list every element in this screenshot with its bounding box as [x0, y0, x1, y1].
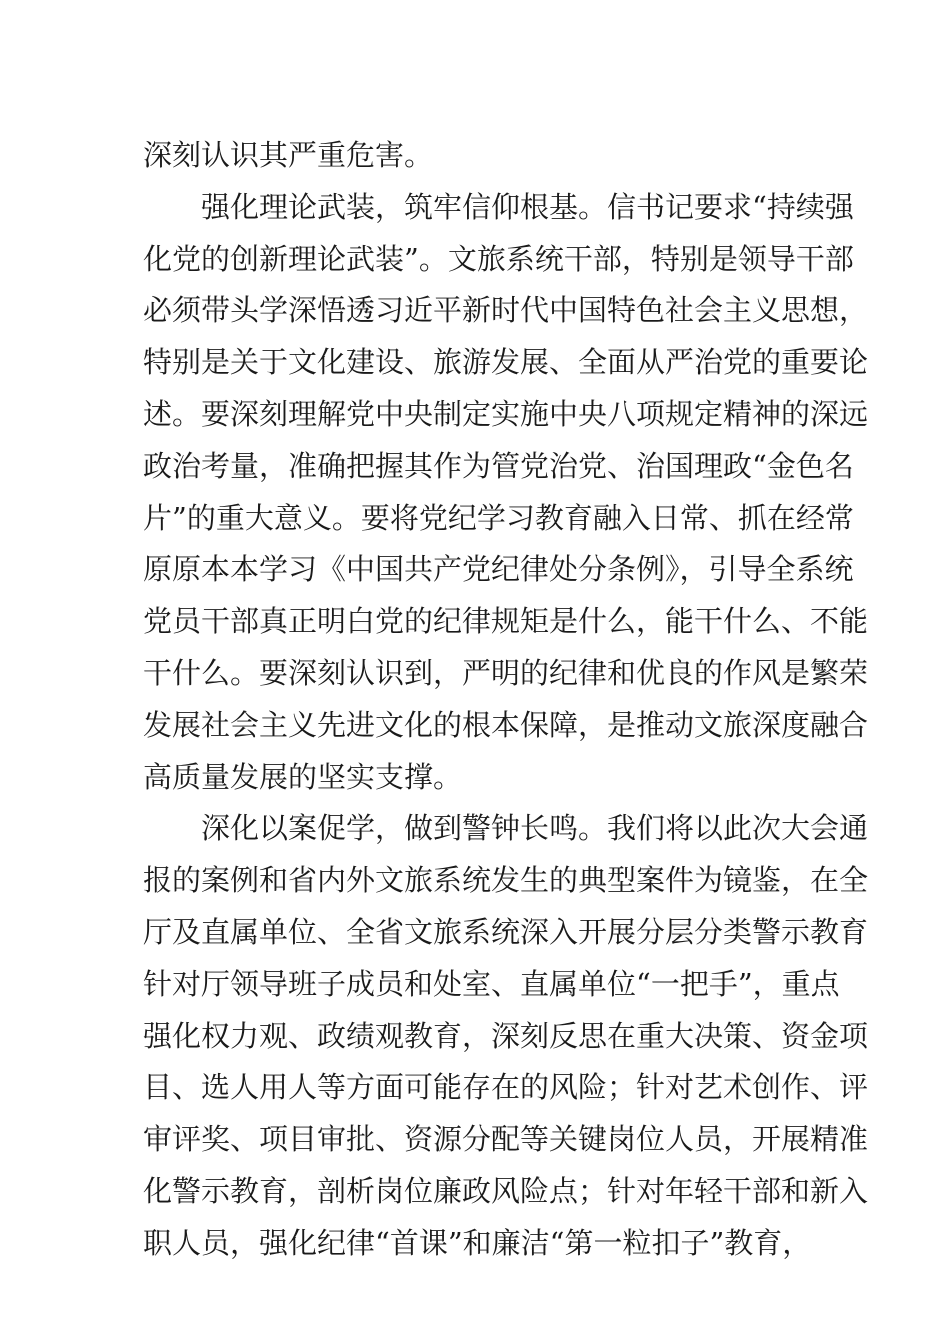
text-line: 述。要深刻理解党中央制定实施中央八项规定精神的深远	[143, 396, 869, 431]
text-line: 特别是关于文化建设、旅游发展、全面从严治党的重要论	[143, 345, 869, 380]
text-line: 化警示教育，剖析岗位廉政风险点；针对年轻干部和新入	[143, 1173, 869, 1208]
paragraph-3	[143, 803, 869, 1269]
text-line: 报的案例和省内外文旅系统发生的典型案件为镜鉴，在全	[143, 863, 869, 898]
text-line: 强化理论武装，筑牢信仰根基。信书记要求“持续强	[201, 189, 854, 224]
text-line: 发展社会主义先进文化的根本保障，是推动文旅深度融合	[143, 707, 869, 742]
text-line: 必须带头学深悟透习近平新时代中国特色社会主义思想，	[143, 293, 869, 328]
text-line: 干什么。要深刻认识到，严明的纪律和优良的作风是繁荣	[143, 655, 869, 690]
text-line: 高质量发展的坚实支撑。	[143, 759, 463, 794]
text-line: 厅及直属单位、全省文旅系统深入开展分层分类警示教育	[143, 914, 869, 949]
text-line: 针对厅领导班子成员和处室、直属单位“一把手”，重点	[143, 966, 840, 1001]
text-line: 原原本本学习《中国共产党纪律处分条例》，引导全系统	[143, 552, 854, 587]
text-line: 化党的创新理论武装”。文旅系统干部，特别是领导干部	[143, 241, 854, 276]
text-line: 片”的重大意义。要将党纪学习教育融入日常、抓在经常	[143, 500, 854, 535]
text-line: 目、选人用人等方面可能存在的风险；针对艺术创作、评	[143, 1070, 869, 1105]
paragraph-1	[143, 130, 807, 182]
text-line: 政治考量，准确把握其作为管党治党、治国理政“金色名	[143, 448, 854, 483]
text-line: 职人员，强化纪律“首课”和廉洁“第一粒扣子”教育，	[143, 1225, 812, 1260]
text-line: 审评奖、项目审批、资源分配等关键岗位人员，开展精准	[143, 1122, 869, 1157]
text-line: 深刻认识其严重危害。	[143, 138, 434, 172]
document-body	[143, 130, 869, 1270]
paragraph-2	[143, 182, 869, 804]
text-line: 强化权力观、政绩观教育，深刻反思在重大决策、资金项	[143, 1018, 869, 1053]
text-line: 深化以案促学，做到警钟长鸣。我们将以此次大会通	[201, 811, 869, 846]
text-line: 党员干部真正明白党的纪律规矩是什么，能干什么、不能	[143, 604, 869, 639]
